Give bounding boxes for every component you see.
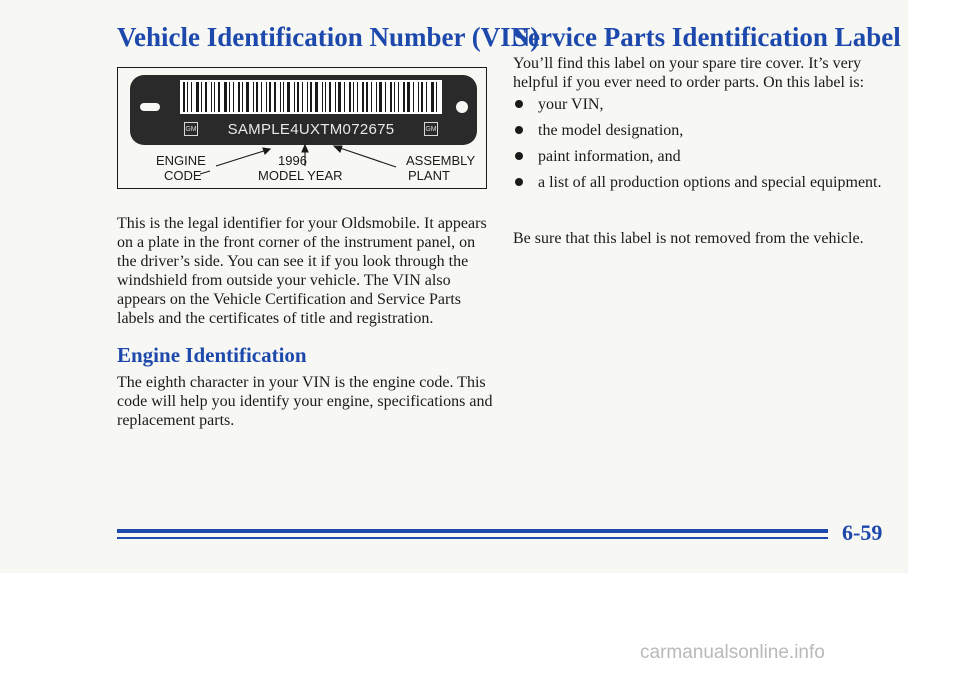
service-parts-intro: You’ll find this label on your spare tire cover. It’s very helpful if you ever need to order parts. On this label is: xyxy=(513,55,865,91)
footer-rule-thick xyxy=(117,529,828,533)
bullet-icon xyxy=(515,152,523,160)
plate-label-assembly: ASSEMBLY xyxy=(406,153,476,168)
service-parts-list xyxy=(513,95,893,199)
watermark: carmanualsonline.info xyxy=(640,642,825,663)
footer-rule-thin xyxy=(117,537,828,539)
plate-label-engine: ENGINE xyxy=(156,153,206,168)
list-item: the model designation, xyxy=(513,121,893,140)
gm-logo-right-icon: GM xyxy=(424,122,438,136)
plate-label-code: CODE xyxy=(164,168,202,183)
vin-serial-number: SAMPLE4UXTM072675 xyxy=(227,120,395,138)
bullet-icon xyxy=(515,126,523,134)
list-item: your VIN, xyxy=(513,95,893,114)
bullet-icon xyxy=(515,178,523,186)
plate-label-year: 1996 xyxy=(278,153,307,168)
plate-label-model-year: MODEL YEAR xyxy=(258,168,343,183)
plate-label-plant: PLANT xyxy=(408,168,450,183)
gm-logo-left-icon: GM xyxy=(184,122,198,136)
page-number: 6-59 xyxy=(842,520,883,545)
bullet-icon xyxy=(515,100,523,108)
list-item: paint information, and xyxy=(513,147,893,166)
vin-plate-figure xyxy=(117,67,487,189)
service-parts-closing: Be sure that this label is not removed from the vehicle. xyxy=(513,230,864,247)
vin-description: This is the legal identifier for your Oldsmobile. It appears on a plate in the front corner of the instrument panel, on the driver’s side. You can see it if you look through the windshield from outside your vehicle. The VIN also appears on the Vehicle Certification and Service Parts labels and the certificates of title and registration. xyxy=(117,215,487,327)
list-item: a list of all production options and special equipment. xyxy=(513,173,893,192)
vin-heading: Vehicle Identification Number (VIN) xyxy=(117,22,540,52)
engine-description: The eighth character in your VIN is the engine code. This code will help you identify your engine, specifications and replacement parts. xyxy=(117,374,493,429)
engine-heading: Engine Identification xyxy=(117,343,307,367)
service-parts-heading: Service Parts Identification Label xyxy=(513,22,901,52)
